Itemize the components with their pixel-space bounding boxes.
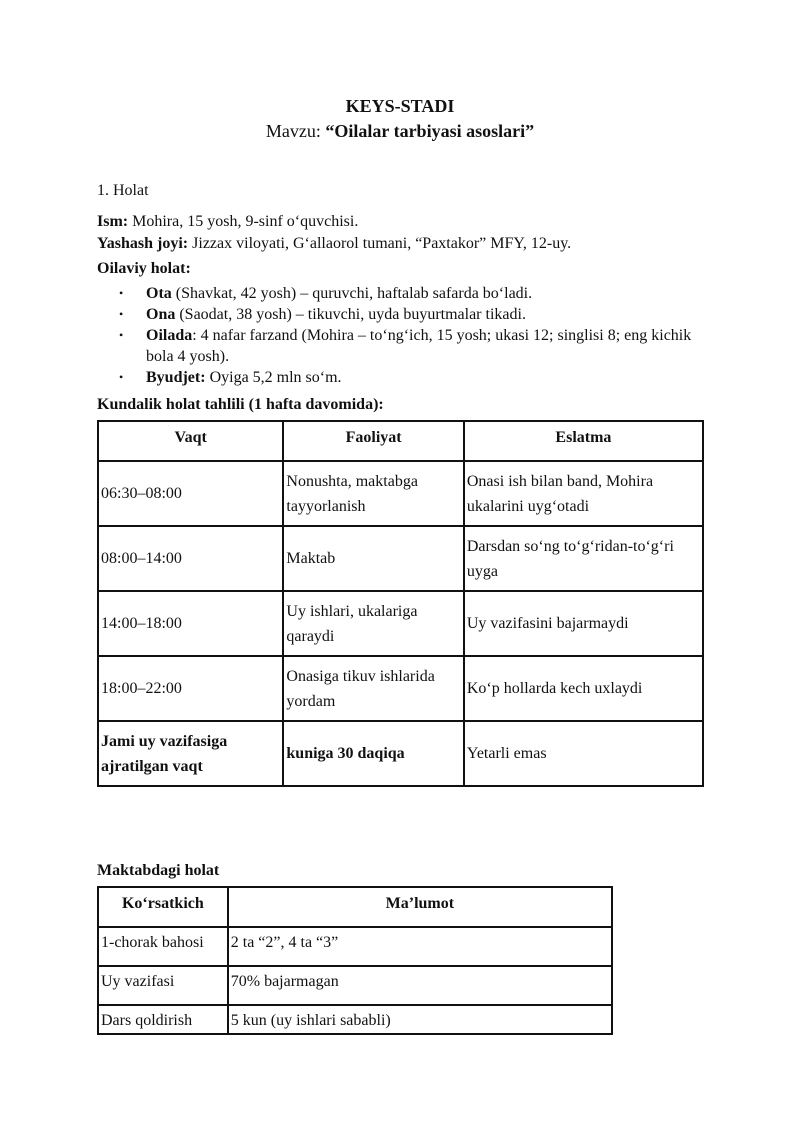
table-cell: Uy vazifasini bajarmaydi	[464, 591, 703, 656]
family-item-label: Oilada	[146, 327, 193, 344]
address-line	[97, 235, 571, 253]
table-row	[98, 526, 703, 591]
document-subtitle	[0, 121, 800, 142]
address-value: Jizzax viloyati, G‘allaorol tumani, “Paxtakor” MFY, 12-uy.	[188, 235, 572, 252]
subtitle-prefix: Mavzu:	[265, 121, 326, 141]
table-cell: 70% bajarmagan	[228, 966, 612, 1005]
column-header: Faoliyat	[283, 421, 463, 461]
family-item-text: (Saodat, 38 yosh) – tikuvchi, uyda buyurtmalar tikadi.	[175, 306, 526, 323]
document-title: KEYS-STADI	[345, 96, 455, 116]
name-label: Ism:	[97, 213, 129, 230]
table-row	[98, 591, 703, 656]
table-cell: 08:00–14:00	[98, 526, 283, 591]
table-header-row	[98, 887, 612, 927]
table-cell: kuniga 30 daqiqa	[283, 721, 463, 786]
table-row	[98, 1005, 612, 1034]
table-row	[98, 927, 612, 966]
table-row	[98, 656, 703, 721]
table-cell: Uy vazifasi	[98, 966, 228, 1005]
family-item-label: Byudjet:	[146, 369, 206, 386]
list-item	[97, 304, 717, 325]
table-total-row	[98, 721, 703, 786]
daily-heading: Kundalik holat tahlili (1 hafta davomida):	[97, 396, 384, 413]
family-item-text: : 4 nafar farzand (Mohira – to‘ng‘ich, 15 yosh; ukasi 12; singlisi 8; eng kichik bola 4 yosh).	[146, 327, 692, 365]
table-cell: 18:00–22:00	[98, 656, 283, 721]
family-item-label: Ona	[146, 306, 176, 323]
family-list	[97, 283, 717, 388]
address-label: Yashash joyi:	[97, 235, 189, 252]
school-heading: Maktabdagi holat	[97, 862, 220, 879]
table-cell: 14:00–18:00	[98, 591, 283, 656]
family-item-text: Oyiga 5,2 mln so‘m.	[205, 369, 342, 386]
column-header: Ma’lumot	[228, 887, 612, 927]
school-status-table	[97, 886, 613, 1035]
table-cell: 2 ta “2”, 4 ta “3”	[228, 927, 612, 966]
table-cell: Yetarli emas	[464, 721, 703, 786]
table-cell: Ko‘p hollarda kech uxlaydi	[464, 656, 703, 721]
table-cell: Darsdan so‘ng to‘g‘ridan-to‘g‘ri uyga	[464, 526, 703, 591]
list-item	[97, 283, 717, 304]
daily-schedule-table	[97, 420, 704, 787]
column-header: Eslatma	[464, 421, 703, 461]
table-cell: Onasiga tikuv ishlarida yordam	[283, 656, 463, 721]
table-cell: Dars qoldirish	[98, 1005, 228, 1034]
table-cell: Maktab	[283, 526, 463, 591]
family-item-text: (Shavkat, 42 yosh) – quruvchi, haftalab safarda bo‘ladi.	[171, 285, 533, 302]
case-number: 1. Holat	[97, 182, 149, 199]
table-cell: Onasi ish bilan band, Mohira ukalarini uyg‘otadi	[464, 461, 703, 526]
column-header: Vaqt	[98, 421, 283, 461]
table-cell: Uy ishlari, ukalariga qaraydi	[283, 591, 463, 656]
name-line	[97, 213, 358, 231]
table-cell: Nonushta, maktabga tayyorlanish	[283, 461, 463, 526]
family-heading: Oilaviy holat:	[97, 260, 191, 277]
table-row	[98, 461, 703, 526]
column-header: Ko‘rsatkich	[98, 887, 228, 927]
table-header-row	[98, 421, 703, 461]
table-cell: 1-chorak bahosi	[98, 927, 228, 966]
table-row	[98, 966, 612, 1005]
name-value: Mohira, 15 yosh, 9-sinf o‘quvchisi.	[128, 213, 359, 230]
family-item-label: Ota	[146, 285, 172, 302]
subtitle-topic: “Oilalar tarbiyasi asoslari”	[325, 121, 535, 141]
list-item	[97, 367, 717, 388]
list-item	[97, 325, 717, 367]
table-cell: 5 kun (uy ishlari sababli)	[228, 1005, 612, 1034]
table-cell: 06:30–08:00	[98, 461, 283, 526]
table-cell: Jami uy vazifasiga ajratilgan vaqt	[98, 721, 283, 786]
